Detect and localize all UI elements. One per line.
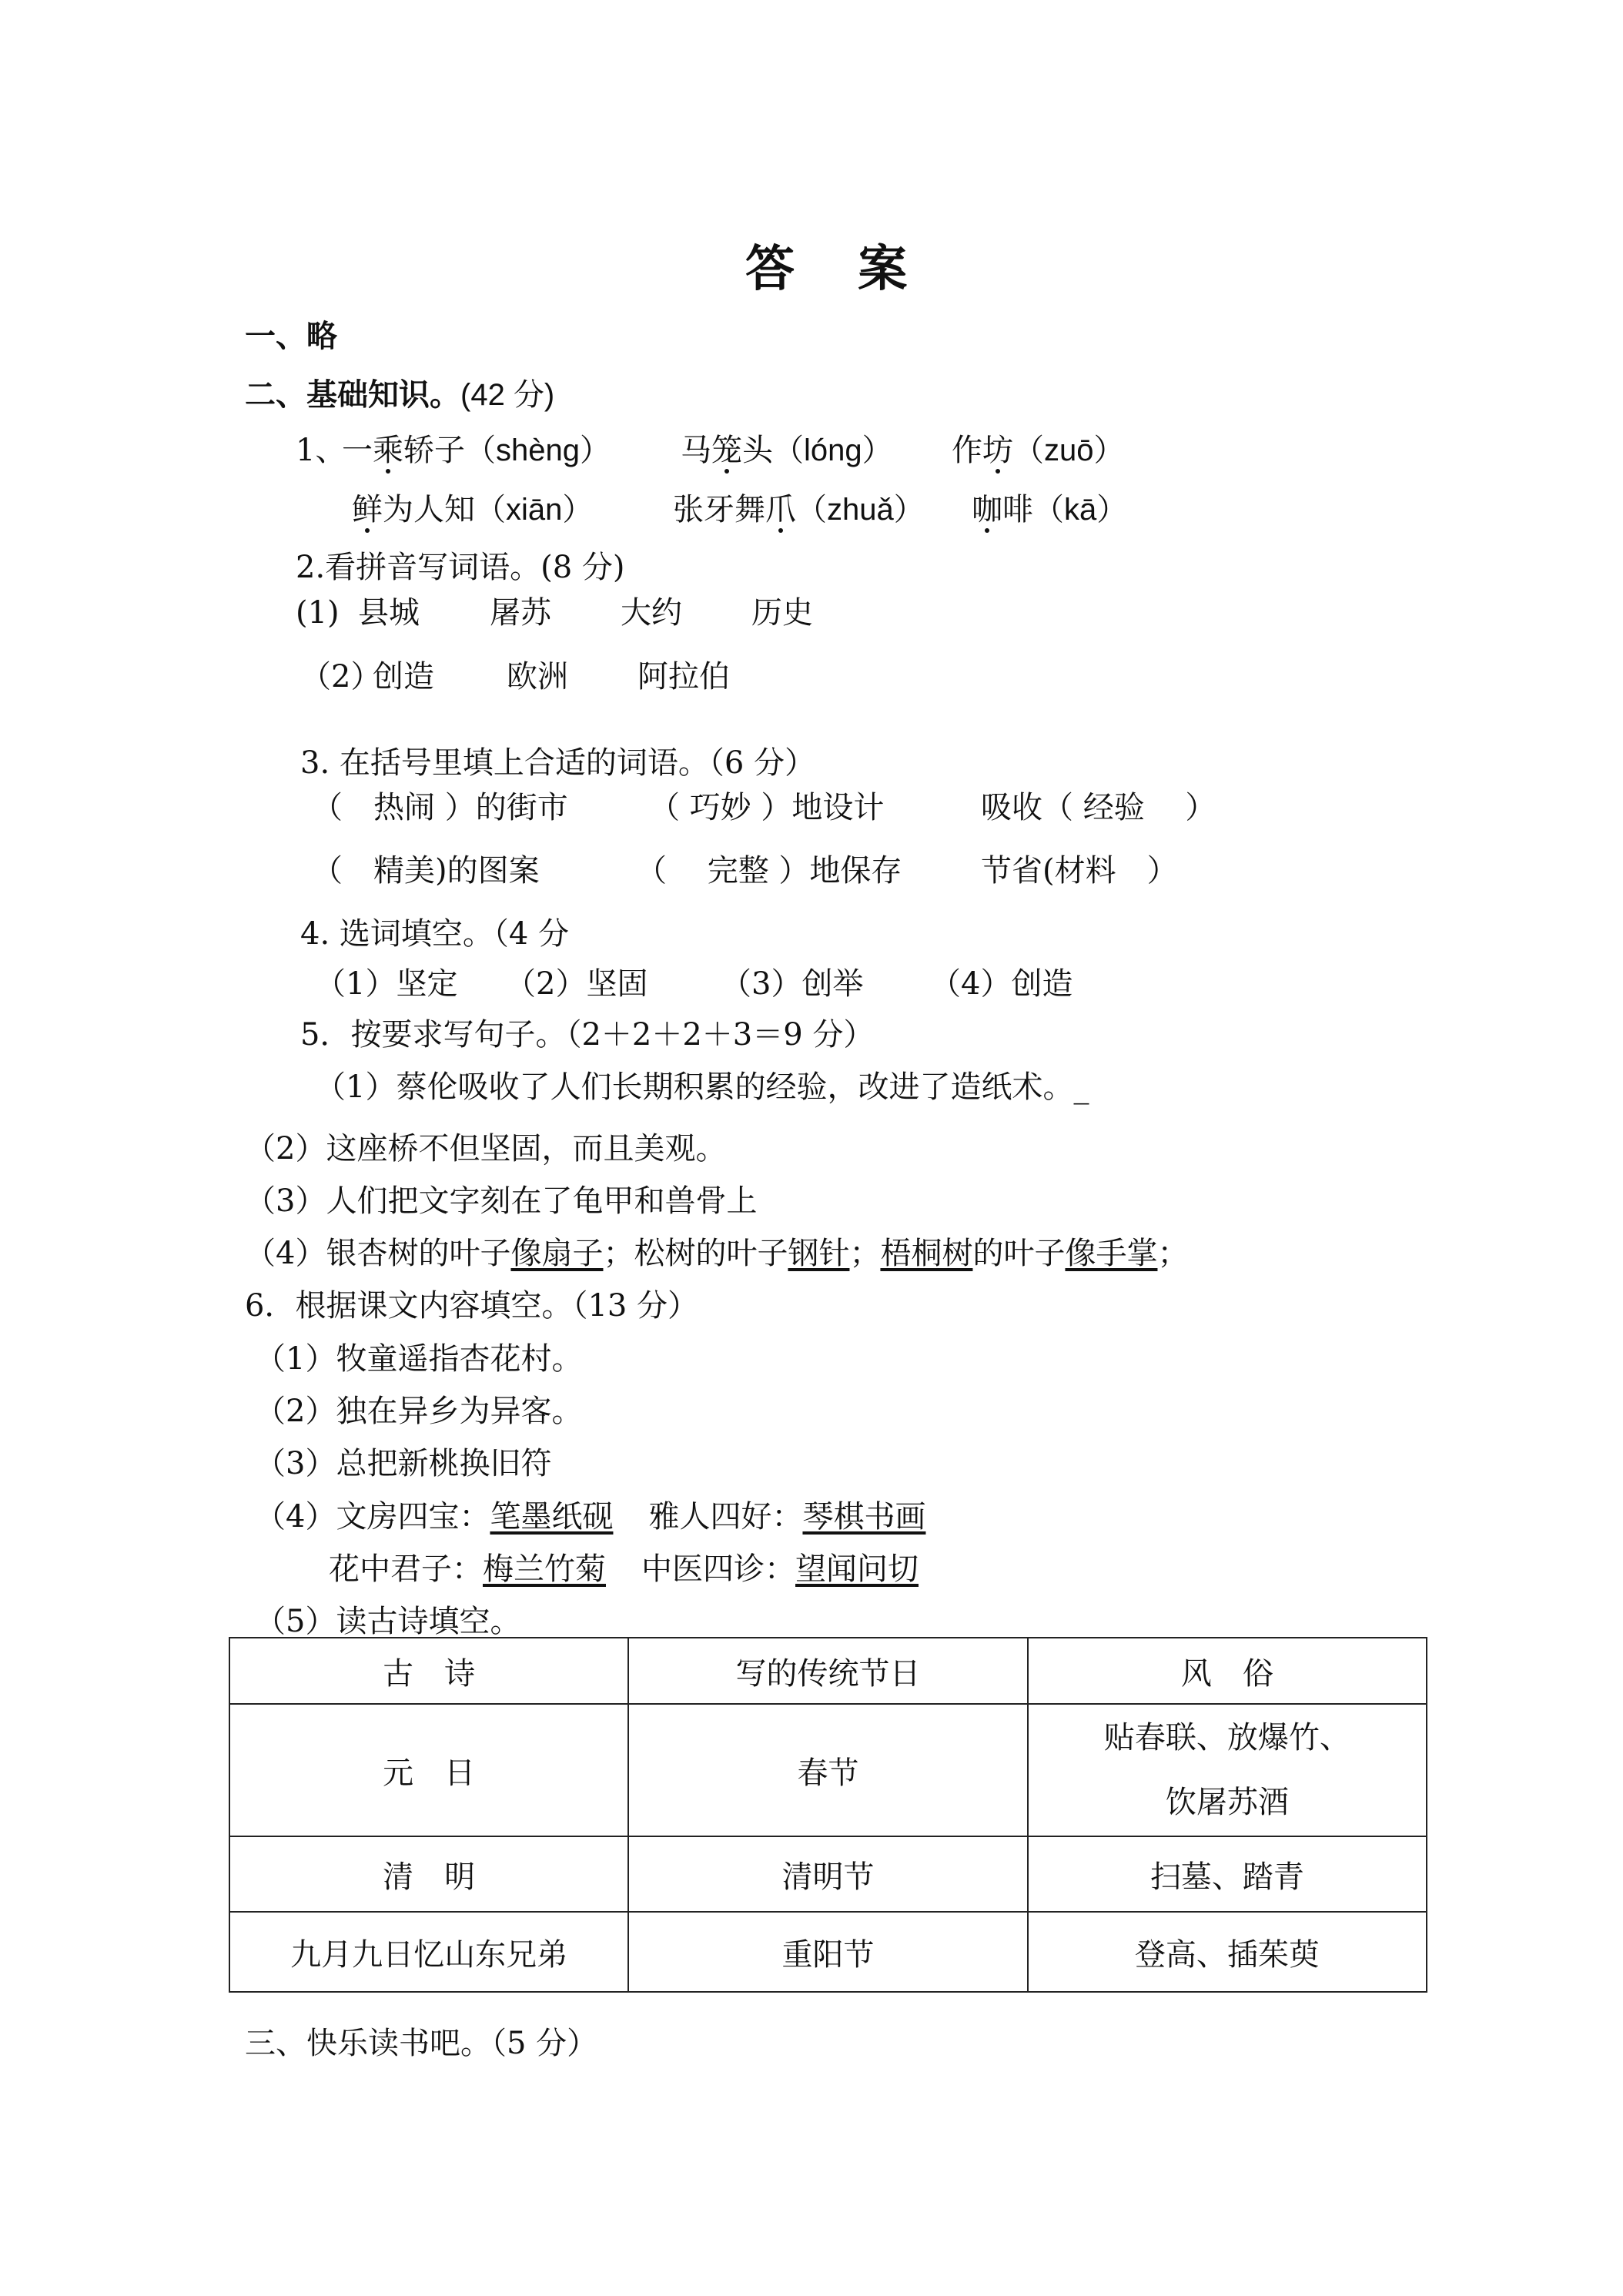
q1-item-4 — [352, 494, 593, 525]
q3-row2-item-1: （ 精美)的图案 — [312, 853, 540, 889]
section-2-heading — [245, 377, 555, 413]
q2-row2-label: （2） — [300, 659, 382, 694]
q2-row1-word-3: 大约 — [621, 595, 682, 631]
q1-item-2-pre: 马 — [681, 433, 711, 468]
q5-a4-text-4: 的叶子 — [972, 1236, 1066, 1271]
q5-answer-4 — [245, 1238, 1188, 1269]
q1-item-1-pre: 一 — [342, 433, 373, 468]
q1-item-1 — [342, 435, 611, 466]
section-3-heading: 三、快乐读书吧。（5 分） — [245, 2026, 598, 2061]
q6-a4-answer-4: 望闻问切 — [795, 1551, 919, 1587]
q6-answer-1: （1）牧童遥指杏花村。 — [255, 1341, 583, 1377]
q4-answer-3: （3）创举 — [721, 966, 864, 1002]
table-cell: 登高、插茱萸 — [1028, 1912, 1427, 1992]
q6-answer-4-line-2 — [329, 1551, 919, 1587]
q6-a4-answer-1: 笔墨纸砚 — [490, 1499, 614, 1535]
q5-answer-1: （1）蔡伦吸收了人们长期积累的经验，改进了造纸术。_ — [315, 1069, 1089, 1105]
q6-a4-label-3: 花中君子： — [329, 1551, 483, 1587]
q1-item-5-pre: 张牙舞 — [673, 492, 765, 527]
table-row — [229, 1836, 1427, 1912]
q6-answer-3: （3）总把新桃换旧符 — [255, 1446, 552, 1481]
q5-answer-3: （3）人们把文字刻在了龟甲和兽骨上 — [245, 1183, 758, 1219]
q6-a4-label-2: 雅人四好： — [648, 1499, 803, 1535]
table-header-cell: 古 诗 — [229, 1638, 628, 1704]
festival-table — [229, 1637, 1427, 1993]
q1-item-3-pre: 作 — [952, 433, 982, 468]
table-cell-line: 饮屠苏酒 — [1165, 1785, 1289, 1820]
q4-answer-2: （2）坚固 — [505, 966, 648, 1002]
q6-a4-answer-3: 梅兰竹菊 — [483, 1551, 606, 1587]
q2-row2-word-1: 创造 — [373, 659, 434, 694]
table-cell: 重阳节 — [628, 1912, 1027, 1992]
q1-item-1-post: 轿子 — [403, 433, 465, 468]
q5-a4-answer-2: 钢针 — [788, 1236, 850, 1271]
q6-answer-4-line-1 — [255, 1499, 926, 1535]
q3-row1-item-3: 吸收（ 经验 ） — [981, 790, 1216, 825]
q6-answer-5: （5）读古诗填空。 — [255, 1604, 521, 1639]
q5-a4-text-1: （4）银杏树的叶子 — [245, 1236, 511, 1271]
q2-row1-word-4: 历史 — [751, 595, 813, 631]
q6-a4-answer-2: 琴棋书画 — [802, 1499, 926, 1535]
q1-item-6-dotted-char: 咖 — [972, 492, 1002, 527]
q4-heading: 4. 选词填空。（4 分 — [300, 916, 570, 952]
table-cell: 春节 — [628, 1704, 1027, 1836]
q2-row1-word-2: 屠苏 — [490, 595, 551, 631]
table-header-cell: 风 俗 — [1028, 1638, 1427, 1704]
q1-item-3-dotted-char: 坊 — [982, 433, 1013, 468]
table-row — [229, 1704, 1427, 1836]
table-cell-line: 贴春联、放爆竹、 — [1103, 1720, 1350, 1755]
q2-row2-word-2: 欧洲 — [507, 659, 568, 694]
q1-item-2-dotted-char: 笼 — [711, 433, 742, 468]
q5-a4-text-2: ；松树的叶子 — [603, 1236, 788, 1271]
q5-heading: 5．按要求写句子。（2＋2＋2＋3＝9 分） — [300, 1017, 875, 1053]
q6-a4-label-4: 中医四诊： — [641, 1551, 795, 1587]
table-row — [229, 1912, 1427, 1992]
q1-item-4-dotted-char: 鲜 — [352, 492, 383, 527]
q3-heading: 3. 在括号里填上合适的词语。（6 分） — [300, 745, 816, 781]
q3-row1-item-1: （ 热闹 ）的街市 — [312, 790, 568, 825]
q1-item-5-dotted-char: 爪 — [765, 492, 796, 527]
q2-row1-word-1: 县城 — [358, 595, 420, 631]
q2-row1-label: (1) — [296, 595, 340, 631]
q1-number: 1、 — [296, 433, 346, 468]
table-header-cell: 写的传统节日 — [628, 1638, 1027, 1704]
table-cell-custom — [1028, 1704, 1427, 1836]
q3-row2-item-2: （ 完整 ）地保存 — [636, 853, 902, 889]
q1-item-2-post: 头 — [742, 433, 773, 468]
q1-item-1-pinyin: （shèng） — [465, 433, 611, 467]
q1-item-1-dotted-char: 乘 — [373, 433, 403, 468]
table-header-row — [229, 1638, 1427, 1704]
q5-a4-answer-4: 像手掌 — [1065, 1236, 1158, 1271]
q5-answer-2: （2）这座桥不但坚固，而且美观。 — [245, 1131, 727, 1166]
table-cell: 扫墓、踏青 — [1028, 1836, 1427, 1912]
q1-item-2 — [681, 435, 893, 466]
q1-item-6-post: 啡 — [1002, 492, 1033, 527]
q3-row2-item-3: 节省(材料 ） — [981, 853, 1178, 889]
q1-item-3 — [952, 435, 1125, 466]
q5-a4-text-3: ； — [849, 1236, 881, 1271]
q4-answer-1: （1）坚定 — [315, 966, 458, 1002]
q1-item-2-pinyin: （lóng） — [773, 433, 893, 467]
q2-heading: 2.看拼音写词语。(8 分) — [296, 550, 625, 585]
q1-item-3-pinyin: （zuō） — [1013, 433, 1125, 467]
q6-answer-2: （2）独在异乡为异客。 — [255, 1394, 583, 1429]
section-2-score: (42 分) — [460, 378, 555, 412]
q1-item-4-pinyin: （xiān） — [475, 493, 594, 527]
section-1-heading: 一、略 — [245, 318, 337, 354]
table-cell: 元 日 — [229, 1704, 628, 1836]
q2-row2-word-3: 阿拉伯 — [637, 659, 730, 694]
q6-a4-label-1: （4）文房四宝： — [255, 1499, 490, 1535]
q5-a4-answer-1: 像扇子 — [510, 1236, 604, 1271]
q1-item-4-post: 为人知 — [383, 492, 475, 527]
page-title: 答 案 — [745, 240, 931, 298]
q3-row1-item-2: （ 巧妙 ）地设计 — [649, 790, 885, 825]
section-2-title: 二、基础知识。 — [245, 377, 460, 413]
q1-item-5-pinyin: （zhuǎ） — [796, 493, 925, 527]
q1-item-5 — [673, 494, 925, 525]
q5-a4-answer-3: 梧桐树 — [880, 1236, 973, 1271]
table-cell: 清明节 — [628, 1836, 1027, 1912]
table-cell: 九月九日忆山东兄弟 — [229, 1912, 628, 1992]
q1-item-6-pinyin: （kā） — [1033, 493, 1128, 527]
q6-heading: 6．根据课文内容填空。（13 分） — [245, 1288, 699, 1324]
q4-answer-4: （4）创造 — [930, 966, 1073, 1002]
q1-item-6 — [972, 494, 1127, 525]
table-cell: 清 明 — [229, 1836, 628, 1912]
q5-a4-text-5: ； — [1157, 1236, 1189, 1271]
